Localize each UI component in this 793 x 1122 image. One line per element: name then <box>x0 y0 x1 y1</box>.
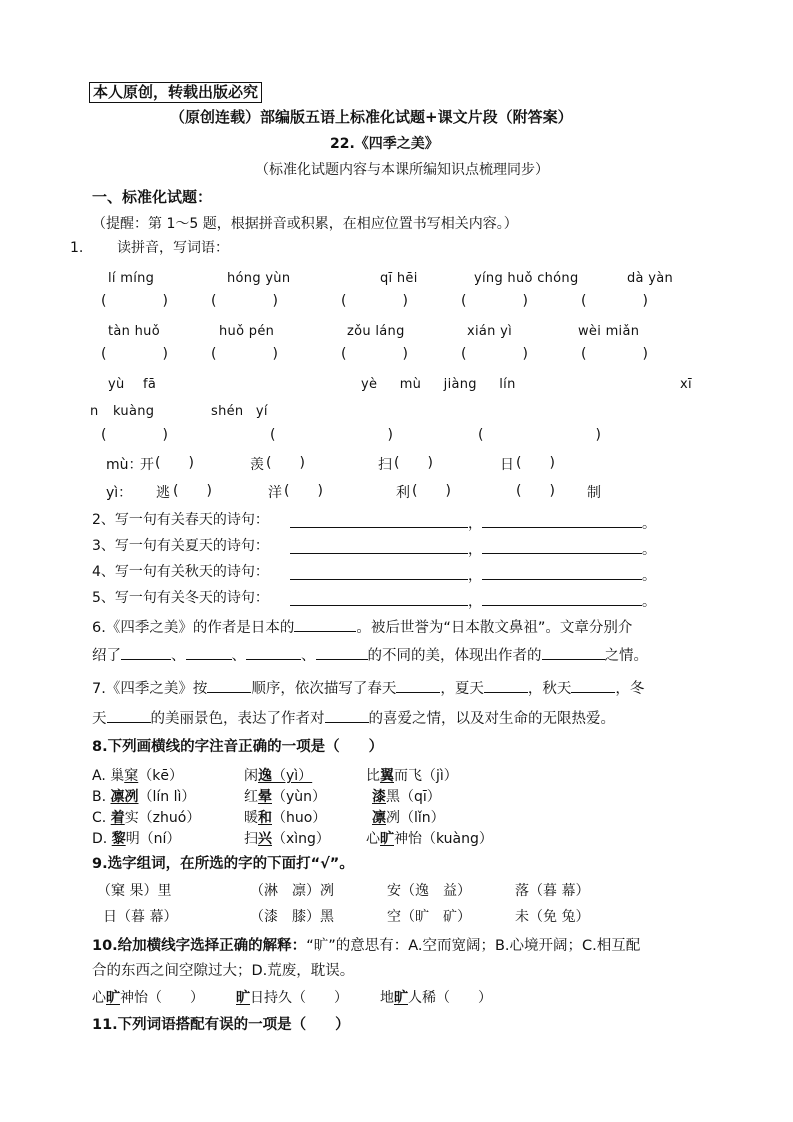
answer-paren[interactable]: ( ) <box>155 455 194 471</box>
pinyin-item: xián yì <box>467 324 513 339</box>
answer-paren[interactable]: ( ) <box>581 293 648 309</box>
q9-item[interactable]: （淋 凛）冽 <box>250 883 334 899</box>
q7-blank[interactable] <box>571 678 615 693</box>
pinyin-item: zǒu láng <box>347 324 405 339</box>
q7-blank[interactable] <box>107 708 151 723</box>
pinyin-item: huǒ pén <box>219 324 275 339</box>
q8-option-d[interactable]: D. 黎明（ní） <box>92 831 181 847</box>
q6-text: 之情。 <box>604 648 648 664</box>
pinyin-item: yíng huǒ chóng <box>474 271 579 286</box>
q6-blank[interactable] <box>316 645 368 660</box>
mu-char: 开 <box>140 457 154 473</box>
q10-text: “旷”的意思有：A.空而宽阔；B.心境开阔；C.相互配 <box>306 938 641 954</box>
pinyin-item: shén yí <box>211 404 268 419</box>
q9-item[interactable]: 安（逸 益） <box>387 883 471 899</box>
section-hint: （提醒：第 1～5 题，根据拼音或积累，在相应位置书写相关内容。） <box>92 216 518 232</box>
q8-option-c-3: 凛冽（lǐn） <box>372 810 445 826</box>
answer-paren[interactable]: ( ) <box>284 483 323 499</box>
lesson-title: 22.《四季之美》 <box>330 136 439 152</box>
mu-char: 羡 <box>250 457 264 473</box>
q2-text: 2、写一句有关春天的诗句： <box>92 512 269 528</box>
q10-item-2[interactable]: 旷日持久（ ） <box>236 990 348 1006</box>
q8-option-b-3: 漆黑（qī） <box>372 789 441 805</box>
q7-text: 顺序，依次描写了春天 <box>251 681 397 697</box>
q2-answer-line[interactable]: ， 。 <box>290 513 656 531</box>
answer-paren[interactable]: ( ) <box>266 455 305 471</box>
q6-blank[interactable] <box>294 617 356 632</box>
q9-item[interactable]: 落（暮 幕） <box>515 883 590 899</box>
answer-paren[interactable]: ( ) <box>516 483 555 499</box>
q9-item[interactable]: （窠 果）里 <box>97 883 172 899</box>
q7-line1 <box>92 678 644 697</box>
answer-paren[interactable]: ( ) <box>211 293 278 309</box>
yi-char: 洋 <box>268 485 282 501</box>
q7-text: ，夏天 <box>440 681 484 697</box>
lesson-subtitle: （标准化试题内容与本课所编知识点梳理同步） <box>255 162 549 178</box>
copyright-notice: 本人原创，转载出版必究 <box>89 82 262 103</box>
q6-sep: 、 <box>171 648 186 664</box>
q7-text: 天 <box>92 711 107 727</box>
q1-number: 1. <box>70 240 84 256</box>
q8-option-b[interactable]: B. 凛冽（lín lì） <box>92 789 196 805</box>
answer-paren[interactable]: ( ) <box>581 346 648 362</box>
answer-paren[interactable]: ( ) <box>461 346 528 362</box>
q7-blank[interactable] <box>325 708 369 723</box>
mu-label: mù： <box>106 457 143 473</box>
q7-blank[interactable] <box>396 678 440 693</box>
q7-blank[interactable] <box>207 678 251 693</box>
mu-char: 扫 <box>378 457 392 473</box>
series-title: （原创连载）部编版五语上标准化试题+课文片段（附答案） <box>170 108 573 126</box>
pinyin-item: tàn huǒ <box>108 324 160 339</box>
q10-item-1[interactable]: 心旷神怡（ ） <box>92 990 204 1006</box>
q6-blank[interactable] <box>542 645 605 660</box>
pinyin-item: n kuàng <box>90 404 155 419</box>
q6-sep: 、 <box>231 648 246 664</box>
q6-blank[interactable] <box>246 645 301 660</box>
q7-text: ，秋天 <box>527 681 572 697</box>
answer-paren[interactable]: ( ) <box>101 293 168 309</box>
answer-paren[interactable]: ( ) <box>211 346 278 362</box>
q8-option-b-2: 红晕（yùn） <box>244 789 327 805</box>
answer-paren[interactable]: ( ) <box>412 483 451 499</box>
pinyin-item: dà yàn <box>627 271 674 286</box>
answer-paren[interactable]: ( ) <box>173 483 212 499</box>
q7-line2 <box>92 708 615 727</box>
q7-blank[interactable] <box>484 678 528 693</box>
q7-text: 的喜爱之情，以及对生命的无限热爱。 <box>368 711 615 727</box>
q6-sep: 、 <box>301 648 316 664</box>
yi-char: 利 <box>396 485 410 501</box>
q6-blank[interactable] <box>121 645 171 660</box>
pinyin-item: yù fā <box>108 377 157 392</box>
q9-item[interactable]: 日（暮 幕） <box>103 909 178 925</box>
yi-label: yì： <box>106 485 133 501</box>
yi-char: 制 <box>587 485 601 501</box>
q8-option-d-3: 心旷神怡（kuàng） <box>366 831 493 847</box>
q9-title: 9.选字组词，在所选的字的下面打“√”。 <box>92 856 354 872</box>
answer-paren[interactable]: ( ) <box>101 427 168 443</box>
q5-text: 5、写一句有关冬天的诗句： <box>92 590 269 606</box>
answer-paren[interactable]: ( ) <box>516 455 555 471</box>
q6-text: 6.《四季之美》的作者是日本的 <box>92 620 295 636</box>
q8-option-d-2: 扫兴（xìng） <box>244 831 330 847</box>
q8-title: 8.下列画横线的字注音正确的一项是（ ） <box>92 739 384 755</box>
pinyin-item: lí míng <box>108 271 155 286</box>
q3-text: 3、写一句有关夏天的诗句： <box>92 538 269 554</box>
q9-item[interactable]: （漆 膝）黑 <box>250 909 334 925</box>
q6-text: 绍了 <box>92 648 121 664</box>
q3-answer-line[interactable]: ， 。 <box>290 539 656 557</box>
q10-line1 <box>92 939 640 954</box>
pinyin-item: qī hēi <box>380 271 418 286</box>
section-title: 一、标准化试题： <box>92 188 213 206</box>
q9-item[interactable]: 空（旷 矿） <box>387 909 471 925</box>
q6-line2 <box>92 645 648 664</box>
q6-text: 的不同的美，体现出作者的 <box>367 648 542 664</box>
pinyin-item: wèi miǎn <box>578 324 640 339</box>
q6-line1 <box>92 617 632 636</box>
q4-answer-line[interactable]: ， 。 <box>290 565 656 583</box>
q8-option-c[interactable]: C. 着实（zhuó） <box>92 810 201 826</box>
q5-answer-line[interactable]: ， 。 <box>290 591 656 609</box>
q8-option-a-2: 闲逸（yì） <box>244 768 313 784</box>
q4-text: 4、写一句有关秋天的诗句： <box>92 564 269 580</box>
answer-paren[interactable]: ( ) <box>461 293 528 309</box>
q10-title: 10.给加横线字选择正确的解释： <box>92 938 307 954</box>
yi-char: 逃 <box>156 485 170 501</box>
q10-item-3[interactable]: 地旷人稀（ ） <box>380 990 492 1006</box>
pinyin-item: xī <box>680 377 692 392</box>
answer-paren[interactable]: ( ) <box>478 427 601 443</box>
q7-text: 的美丽景色，表达了作者对 <box>150 711 325 727</box>
q9-item[interactable]: 未（免 兔） <box>515 909 590 925</box>
answer-paren[interactable]: ( ) <box>101 346 168 362</box>
pinyin-item: hóng yùn <box>227 271 291 286</box>
answer-paren[interactable]: ( ) <box>270 427 393 443</box>
q11-title: 11.下列词语搭配有误的一项是（ ） <box>92 1017 350 1033</box>
q8-option-a-3: 比翼而飞（jì） <box>366 768 458 784</box>
answer-paren[interactable]: ( ) <box>341 293 408 309</box>
q6-text: 。被后世誉为“日本散文鼻祖”。文章分别介 <box>356 620 633 636</box>
q7-text: 7.《四季之美》按 <box>92 681 208 697</box>
q6-blank[interactable] <box>186 645 232 660</box>
q8-option-c-2: 暖和（huo） <box>244 810 327 826</box>
pinyin-item: yè mù jiàng lín <box>361 377 516 392</box>
q1-prompt: 读拼音，写词语： <box>117 240 229 256</box>
answer-paren[interactable]: ( ) <box>341 346 408 362</box>
answer-paren[interactable]: ( ) <box>394 455 433 471</box>
q10-line2: 合的东西之间空隙过大；D.荒废，耽误。 <box>92 963 355 979</box>
q8-option-a[interactable]: A. 巢窠（kē） <box>92 768 183 784</box>
q7-text: ，冬 <box>615 681 645 697</box>
mu-char: 日 <box>500 457 514 473</box>
